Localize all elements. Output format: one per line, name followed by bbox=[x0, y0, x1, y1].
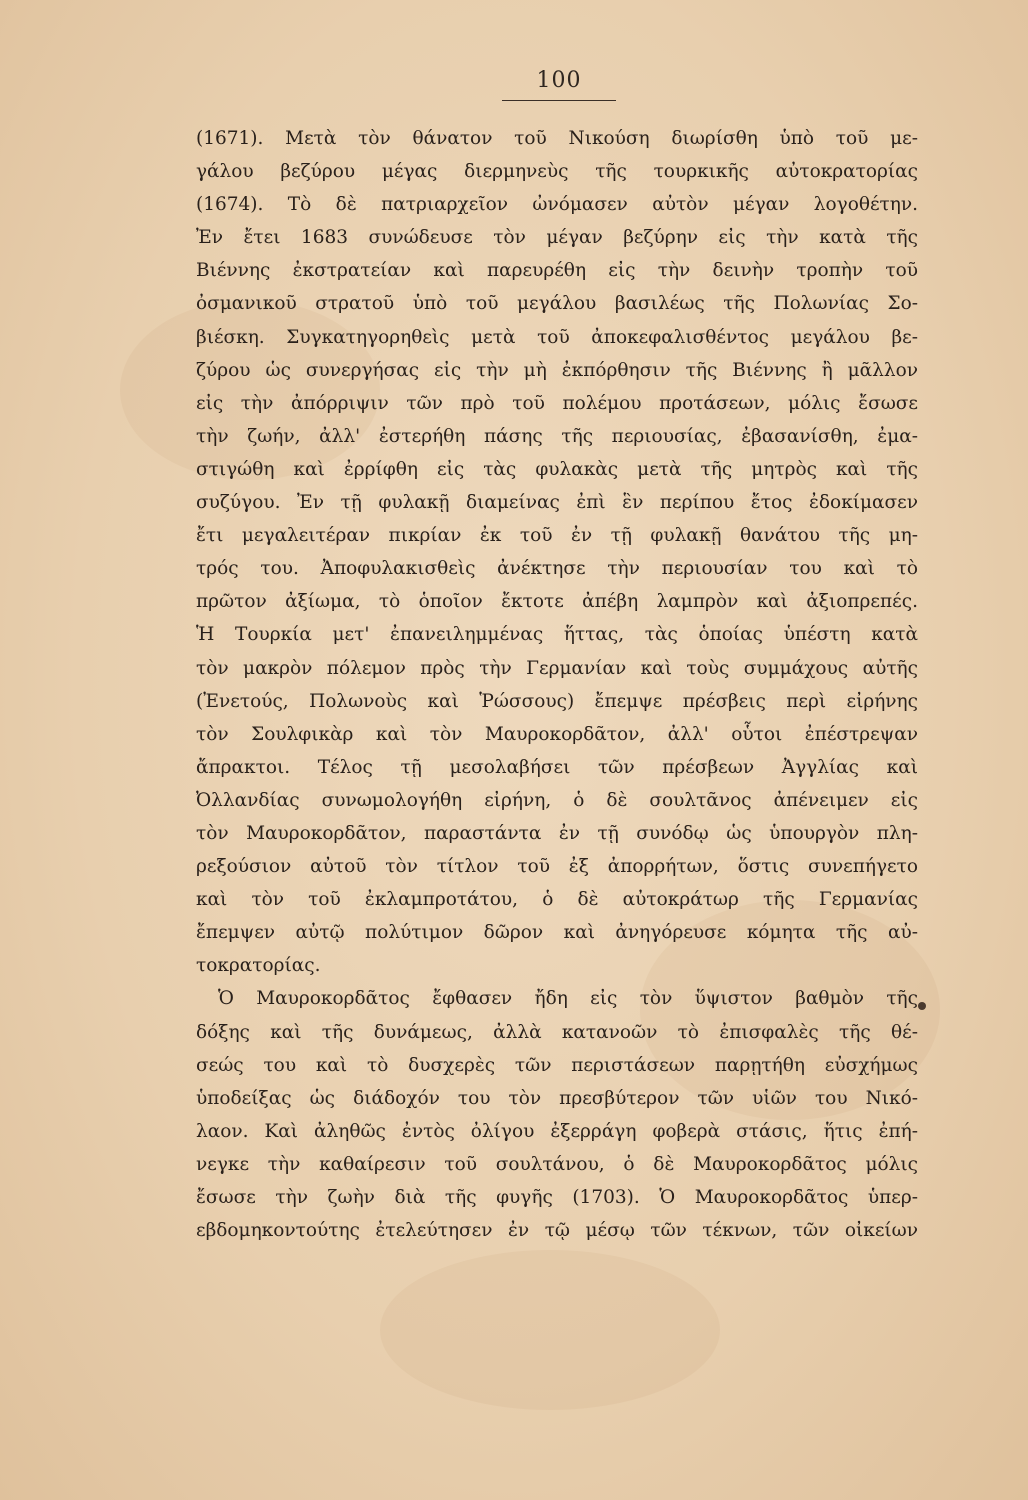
text-line: ἔσωσε τὴν ζωὴν διὰ τῆς φυγῆς (1703). Ὁ Μαυροκορδᾶτος ὑπερ- bbox=[196, 1187, 918, 1208]
text-line: Ὀλλανδίας συνωμολογήθη εἰρήνη, ὁ δὲ σουλτᾶνος ἀπένειμεν εἰς bbox=[196, 789, 918, 811]
text-line: στιγώθη καὶ ἐρρίφθη εἰς τὰς φυλακὰς μετὰ τῆς μητρὸς καὶ τῆς bbox=[196, 458, 918, 480]
text-line: δόξης καὶ τῆς δυνάμεως, ἀλλὰ κατανοῶν τὸ ἐπισφαλὲς τῆς θέ- bbox=[196, 1021, 918, 1043]
text-line: συζύγου. Ἐν τῇ φυλακῇ διαμείνας ἐπὶ ἓν περίπου ἔτος ἐδοκίμασεν bbox=[196, 492, 918, 514]
text-line: πρῶτον ἀξίωμα, τὸ ὁποῖον ἔκτοτε ἀπέβη λαμπρὸν καὶ ἀξιοπρεπές. bbox=[196, 591, 918, 613]
ink-spot bbox=[918, 1002, 926, 1010]
text-line: λαον. Καὶ ἀληθῶς ἐντὸς ὀλίγου ἐξερράγη φοβερὰ στάσις, ἥτις ἐπή- bbox=[196, 1120, 918, 1142]
text-line: νεγκε τὴν καθαίρεσιν τοῦ σουλτάνου, ὁ δὲ Μαυροκορδᾶτος μόλις bbox=[196, 1153, 918, 1175]
text-line: ὑποδείξας ὡς διάδοχόν του τὸν πρεσβύτερον τῶν υἱῶν του Νικό- bbox=[196, 1087, 918, 1109]
text-line: Ἐν ἔτει 1683 συνώδευσε τὸν μέγαν βεζύρην εἰς τὴν κατὰ τῆς bbox=[196, 227, 918, 249]
text-line: σεώς του καὶ τὸ δυσχερὲς τῶν περιστάσεων παρῃτήθη εὐσχήμως bbox=[196, 1054, 918, 1076]
text-line: τὸν Μαυροκορδᾶτον, παραστάντα ἐν τῇ συνόδῳ ὡς ὑπουργὸν πλη- bbox=[196, 822, 918, 844]
text-line: τὸν Σουλφικὰρ καὶ τὸν Μαυροκορδᾶτον, ἀλλ' οὗτοι ἐπέστρεψαν bbox=[196, 723, 918, 745]
text-line: γάλου βεζύρου μέγας διερμηνεὺς τῆς τουρκικῆς αὐτοκρατορίας bbox=[196, 161, 918, 183]
text-line: ζύρου ὡς συνεργήσας εἰς τὴν μὴ ἐκπόρθησιν τῆς Βιέννης ἢ μᾶλλον bbox=[196, 359, 918, 381]
paper-stain bbox=[380, 1250, 720, 1410]
body-text bbox=[196, 122, 918, 1247]
text-line: εβδομηκοντούτης ἐτελεύτησεν ἐν τῷ μέσῳ τῶν τέκνων, τῶν οἰκείων bbox=[196, 1220, 918, 1242]
text-line: (1671). Μετὰ τὸν θάνατον τοῦ Νικούση διωρίσθη ὑπὸ τοῦ με- bbox=[196, 128, 918, 149]
text-line: ὀσμανικοῦ στρατοῦ ὑπὸ τοῦ μεγάλου βασιλέως τῆς Πολωνίας Σο- bbox=[196, 293, 918, 315]
text-line: Ὁ Μαυροκορδᾶτος ἔφθασεν ἤδη εἰς τὸν ὕψιστον βαθμὸν τῆς bbox=[218, 988, 918, 1010]
text-line: Ἡ Τουρκία μετ' ἐπανειλημμένας ἥττας, τὰς ὁποίας ὑπέστη κατὰ bbox=[196, 624, 918, 646]
text-line: εἰς τὴν ἀπόρριψιν τῶν πρὸ τοῦ πολέμου προτάσεων, μόλις ἔσωσε bbox=[196, 392, 918, 414]
text-line: Βιέννης ἐκστρατείαν καὶ παρευρέθη εἰς τὴν δεινὴν τροπὴν τοῦ bbox=[196, 260, 918, 282]
text-line: βιέσκη. Συγκατηγορηθεὶς μετὰ τοῦ ἀποκεφαλισθέντος μεγάλου βε- bbox=[196, 326, 918, 348]
text-line: τὴν ζωήν, ἀλλ' ἐστερήθη πάσης τῆς περιουσίας, ἐβασανίσθη, ἐμα- bbox=[196, 425, 918, 447]
text-line: (1674). Τὸ δὲ πατριαρχεῖον ὠνόμασεν αὐτὸν μέγαν λογοθέτην. bbox=[196, 194, 918, 216]
text-line: τὸν μακρὸν πόλεμον πρὸς τὴν Γερμανίαν καὶ τοὺς συμμάχους αὐτῆς bbox=[196, 657, 918, 679]
text-line: ρεξούσιον αὐτοῦ τὸν τίτλον τοῦ ἐξ ἀπορρήτων, ὅστις συνεπήγετο bbox=[196, 856, 918, 878]
page-number-rule bbox=[502, 100, 616, 101]
text-line: ἄπρακτοι. Τέλος τῇ μεσολαβήσει τῶν πρέσβεων Ἀγγλίας καὶ bbox=[196, 756, 918, 778]
text-line: (Ἐνετούς, Πολωνοὺς καὶ Ῥώσσους) ἔπεμψε πρέσβεις περὶ εἰρήνης bbox=[196, 690, 918, 712]
text-line: ἔπεμψεν αὐτῷ πολύτιμον δῶρον καὶ ἀνηγόρευσε κόμητα τῆς αὐ- bbox=[196, 922, 918, 944]
text-line: τοκρατορίας. bbox=[196, 955, 321, 977]
text-line: ἔτι μεγαλειτέραν πικρίαν ἐκ τοῦ ἐν τῇ φυλακῇ θανάτου τῆς μη- bbox=[196, 525, 918, 547]
page-number: 100 bbox=[536, 68, 582, 93]
text-line: τρός του. Ἀποφυλακισθεὶς ἀνέκτησε τὴν περιουσίαν του καὶ τὸ bbox=[196, 558, 918, 580]
text-line: καὶ τὸν τοῦ ἐκλαμπροτάτου, ὁ δὲ αὐτοκράτωρ τῆς Γερμανίας bbox=[196, 889, 918, 911]
